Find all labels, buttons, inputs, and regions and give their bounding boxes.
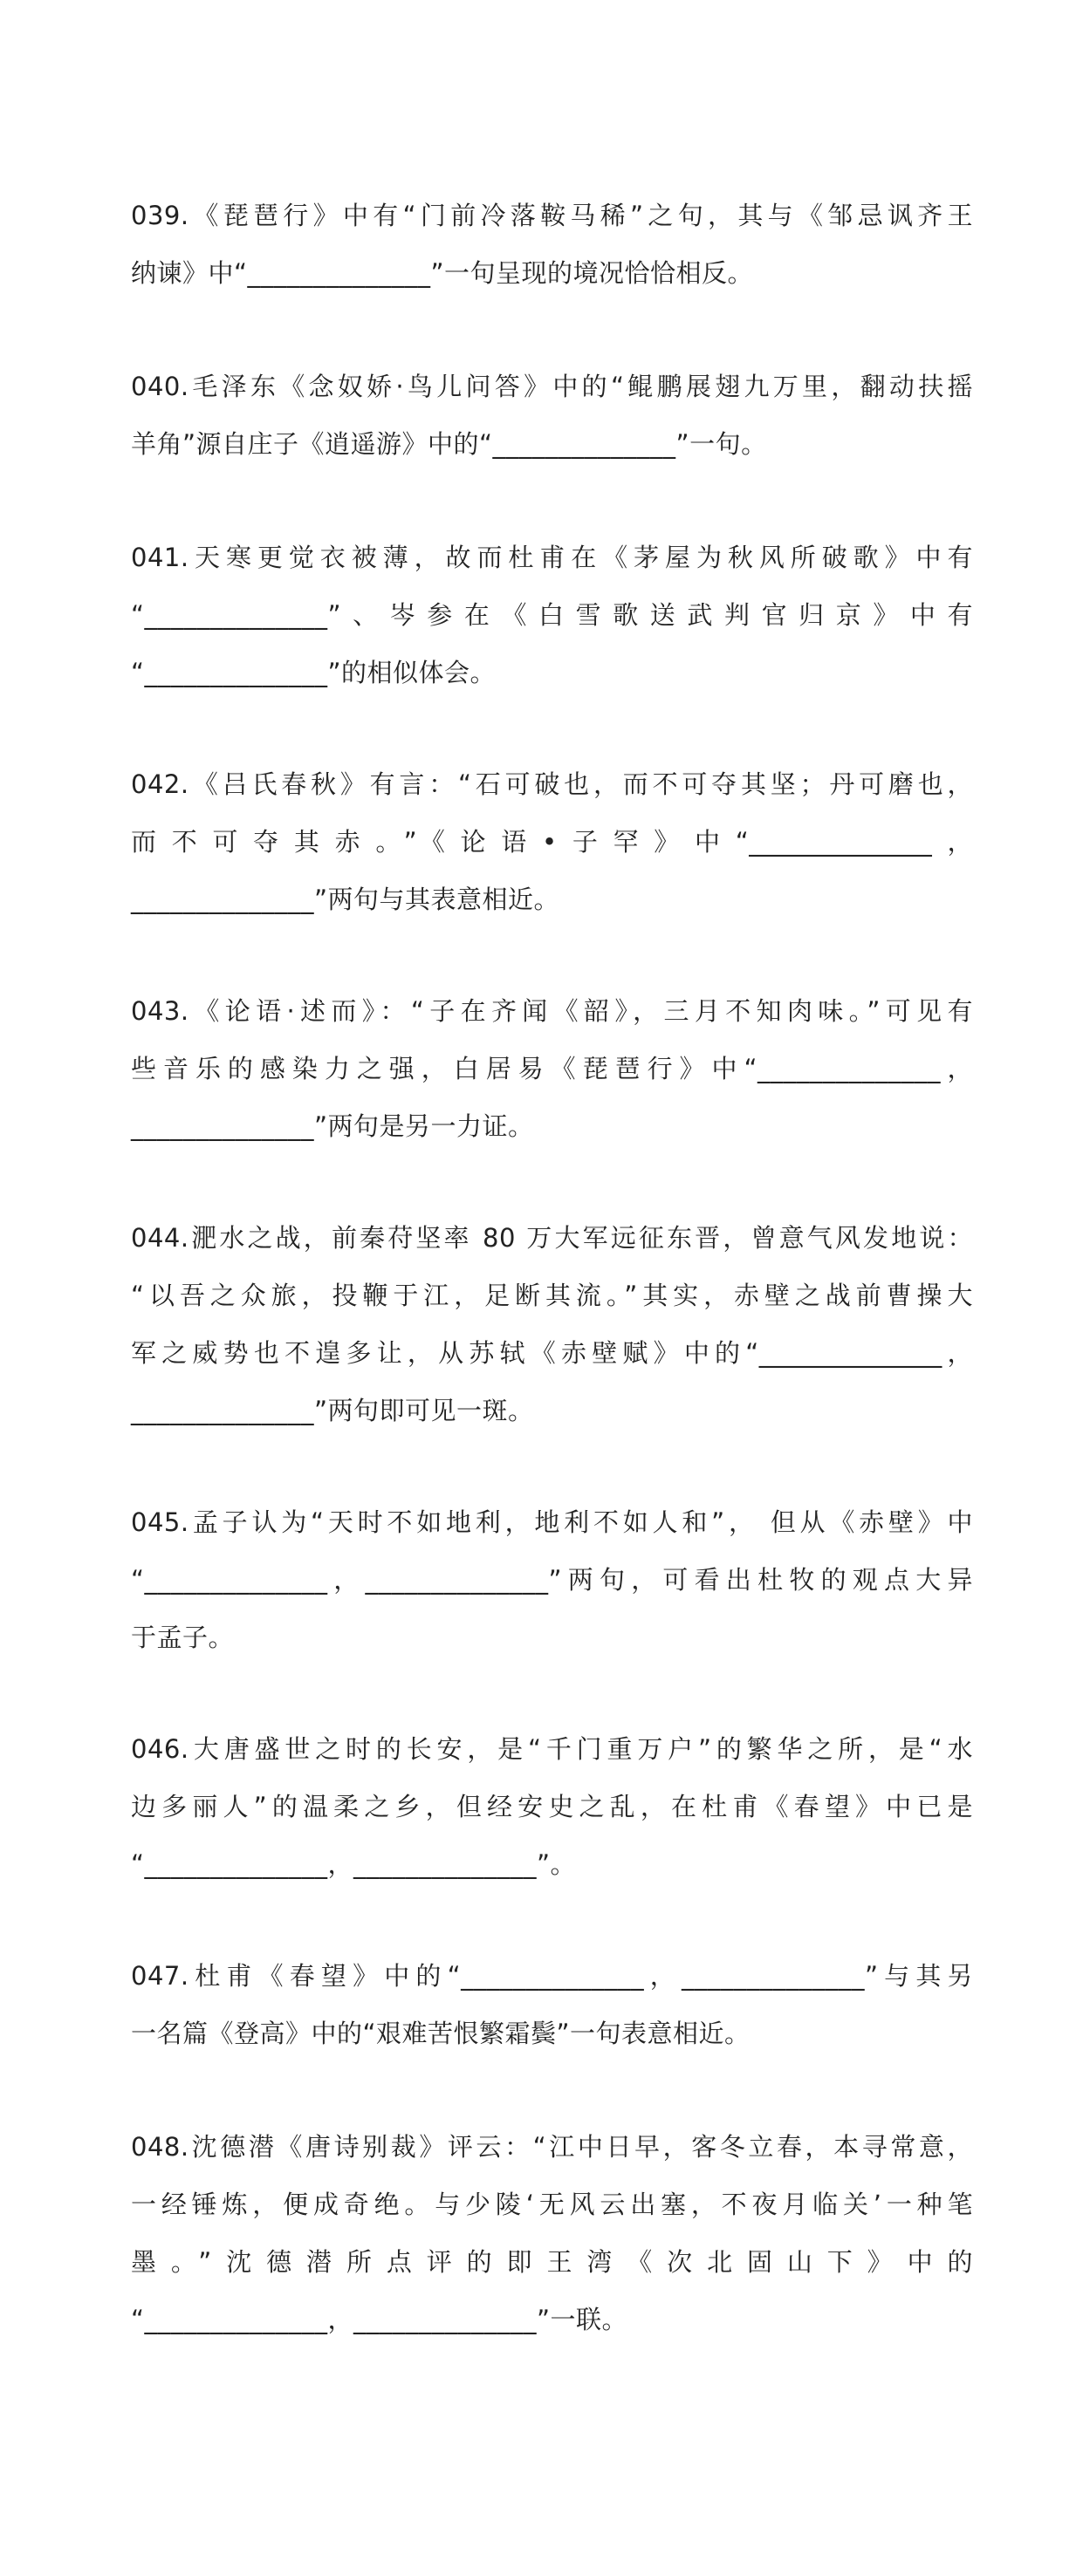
question-line: 羊角”源自庄子《逍遥游》中的“______________”一句。 bbox=[131, 429, 767, 459]
question-line: 军之威势也不遑多让，从苏轼《赤壁赋》中的“______________， bbox=[131, 1338, 973, 1368]
question-041 bbox=[131, 529, 973, 701]
question-line: 边多丽人”的温柔之乡，但经安史之乱，在杜甫《春望》中已是 bbox=[131, 1792, 973, 1821]
question-line: 一经锤炼，便成奇绝。与少陵‘无风云出塞，不夜月临关’一种笔 bbox=[131, 2190, 973, 2219]
question-line: 043.《论语·述而》：“子在齐闻《韶》，三月不知肉味。”可见有 bbox=[131, 996, 973, 1026]
question-line: ______________”两句即可见一斑。 bbox=[131, 1396, 534, 1425]
question-044 bbox=[131, 1209, 973, 1439]
question-line: 046.大唐盛世之时的长安，是“千门重万户”的繁华之所，是“水 bbox=[131, 1734, 973, 1764]
question-042 bbox=[131, 755, 973, 928]
question-line: “______________，______________”。 bbox=[131, 1849, 577, 1879]
question-040 bbox=[131, 358, 973, 473]
question-line: 墨。”沈德潜所点评的即王湾《次北固山下》中的 bbox=[131, 2247, 973, 2277]
question-line: 041.天寒更觉衣被薄，故而杜甫在《茅屋为秋风所破歌》中有 bbox=[131, 543, 973, 572]
question-line: ______________”两句是另一力证。 bbox=[131, 1111, 534, 1141]
question-line: “______________，______________”两句，可看出杜牧的观点大异 bbox=[131, 1565, 973, 1595]
question-line: 于孟子。 bbox=[131, 1623, 235, 1652]
question-047 bbox=[131, 1947, 973, 2062]
question-line: “______________”、岑参在《白雪歌送武判官归京》中有 bbox=[131, 600, 973, 630]
question-line: 047.杜甫《春望》中的“______________，______________”与其另 bbox=[131, 1961, 973, 1991]
question-line: “______________，______________”一联。 bbox=[131, 2305, 628, 2334]
question-line: 一名篇《登高》中的“艰难苦恨繁霜鬓”一句表意相近。 bbox=[131, 2019, 751, 2048]
question-045 bbox=[131, 1493, 973, 1666]
question-line: 044.淝水之战，前秦苻坚率 80 万大军远征东晋，曾意气风发地说： bbox=[131, 1223, 973, 1253]
question-line: 039.《琵琶行》中有“门前冷落鞍马稀”之句，其与《邹忌讽齐王 bbox=[131, 201, 973, 230]
question-line: 纳谏》中“______________”一句呈现的境况恰恰相反。 bbox=[131, 258, 754, 288]
question-line: 042.《吕氏春秋》有言：“石可破也，而不可夺其坚；丹可磨也， bbox=[131, 769, 973, 799]
question-043 bbox=[131, 982, 973, 1155]
question-line: 而不可夺其赤。”《论语•子罕》中“______________， bbox=[131, 827, 973, 857]
question-line: 045.孟子认为“天时不如地利，地利不如人和”， 但从《赤壁》中 bbox=[131, 1507, 973, 1537]
question-line: 040.毛泽东《念奴娇·鸟儿问答》中的“鲲鹏展翅九万里，翻动扶摇 bbox=[131, 372, 973, 401]
question-line: 048.沈德潜《唐诗别裁》评云：“江中日早，客冬立春，本寻常意， bbox=[131, 2132, 973, 2162]
question-line: ______________”两句与其表意相近。 bbox=[131, 885, 560, 914]
question-line: 些音乐的感染力之强，白居易《琵琶行》中“______________， bbox=[131, 1054, 973, 1083]
question-046 bbox=[131, 1720, 973, 1893]
question-048 bbox=[131, 2118, 973, 2348]
question-039 bbox=[131, 187, 973, 302]
question-line: “______________”的相似体会。 bbox=[131, 658, 497, 687]
question-line: “以吾之众旅，投鞭于江，足断其流。”其实，赤壁之战前曹操大 bbox=[131, 1281, 973, 1310]
